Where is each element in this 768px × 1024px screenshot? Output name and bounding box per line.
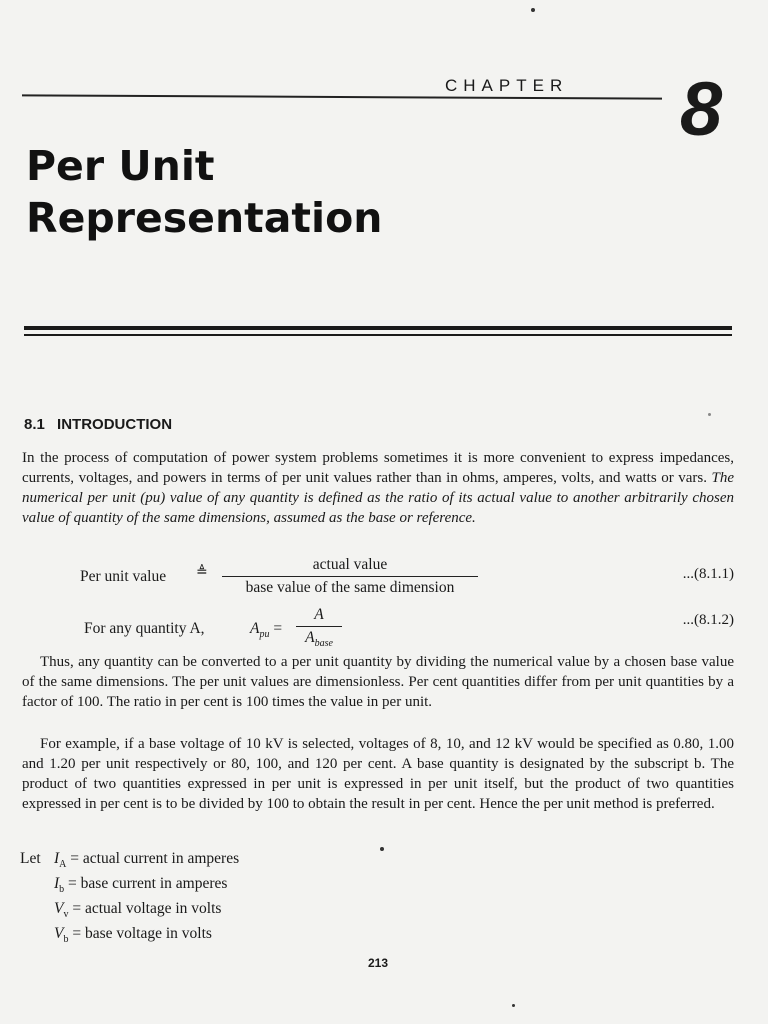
eq2-symbol: $A_{pu}$ = [250,620,283,641]
eq1-denominator: base value of the same dimension [245,579,455,596]
eq1-fraction [222,556,478,597]
let-label: Let [20,850,41,867]
paragraph-example: For example, if a base voltage of 10 kV is selected, voltages of 8, 10, and 12 kV would be specified as 0.80, 1.00 and 1.20 per unit respectively or 80, 100, and 120 per cent. A base quantity is designated by the subscript b. The product of two quantities expressed in per unit is expressed in per unit itself, but the product of two quantities expressed in per cent is to be divided by 100 to obtain the result in per cent. Hence the per unit method is preferred. [22,736,734,812]
eq2-fraction [296,606,342,649]
scan-speck [380,847,384,851]
defined-as-symbol: ≜ [196,565,208,580]
page-number: 213 [368,956,389,970]
paragraph-intro [22,448,734,528]
chapter-title-line-2: Representation [26,194,383,242]
eq1-left-side: Per unit value [80,568,167,585]
section-number: 8.1 [24,416,45,433]
chapter-label: CHAPTER [445,76,569,95]
eq2-numerator: A [296,606,342,627]
title-rule-thin [24,334,732,336]
paragraph-per-unit: Thus, any quantity can be converted to a per unit quantity by dividing the numerical value by a chosen base value of the same dimensions. The per unit values are dimensionless. Per cent quantities differ from per unit quantities by a factor of 100. The ratio in per cent is 100 times the value in per unit. [22,654,734,710]
scan-speck [512,1004,515,1007]
eq2-denominator: $A_{base}$ [305,629,333,650]
scan-speck [531,8,535,12]
scan-speck [708,413,711,416]
section-title: INTRODUCTION [57,416,173,433]
pu-definition-text: The numerical per unit (pu) value of any quantity is defined as the ratio of its actual value to another arbitrarily chosen value of quantity of the same dimensions, assumed as the base or reference. [22,470,734,526]
book-page: CHAPTER 8 Per Unit Representation 8.1 INTRODUCTION In the process of computation of power system problems sometimes it is more convenient to express impedances, currents, voltages, and powers in terms of per unit values rather than in ohms, amperes, volts, and watts or vars. The numerical per unit (pu) value of any quantity is defined as the ratio of its actual value to another arbitrarily chosen value of quantity of the same dimensions, assumed as the base or reference. Per unit value ≜ actual value base value of the same dimension ...(8.1.1) For any quantity A, $A_{pu}$ = A $A_{base}$ ...(8.1.2) Thus, any quantity can be converted to a per unit quantity by dividing the numerical value by a chosen base value of the same dimensions. The per unit values are dimensionless. Per cent quantities differ from per unit quantities by a factor of 100. The ratio in per cent is 100 times the value in per unit. For example, if a base voltage of 10 kV is selected, voltages of 8, 10, and 12 kV would be specified as 0.80, 1.00 and 1.20 per unit respectively or 80, 100, and 120 per cent. A base quantity is designated by the subscript b. The product of two quantities expressed in per unit is expressed in per unit itself, but the product of two quantities expressed in per cent is to be divided by 100 to obtain the result in per cent. Hence the per unit method is preferred. Let $I_A$ = actual current in amperes $I_b$ = base current in amperes $V_v$ = actual voltage in volts $V_b$ = base voltage in volts 213 [0,0,768,1024]
eq1-number: ...(8.1.1) [682,566,734,582]
eq2-number: ...(8.1.2) [682,612,734,628]
paragraph-intro-text: In the process of computation of power system problems sometimes it is more convenient to express impedances, currents, voltages, and powers in terms of per unit values rather than in ohms, amperes, volts, and watts or vars. [22,450,734,486]
section-heading [24,416,172,433]
eq1-numerator: actual value [222,556,478,577]
eq2-left-side: For any quantity A, [84,620,205,637]
title-rule-thick [24,326,732,330]
chapter-title [26,140,382,244]
chapter-title-line-1: Per Unit [26,142,215,190]
chapter-number: 8 [680,67,723,152]
